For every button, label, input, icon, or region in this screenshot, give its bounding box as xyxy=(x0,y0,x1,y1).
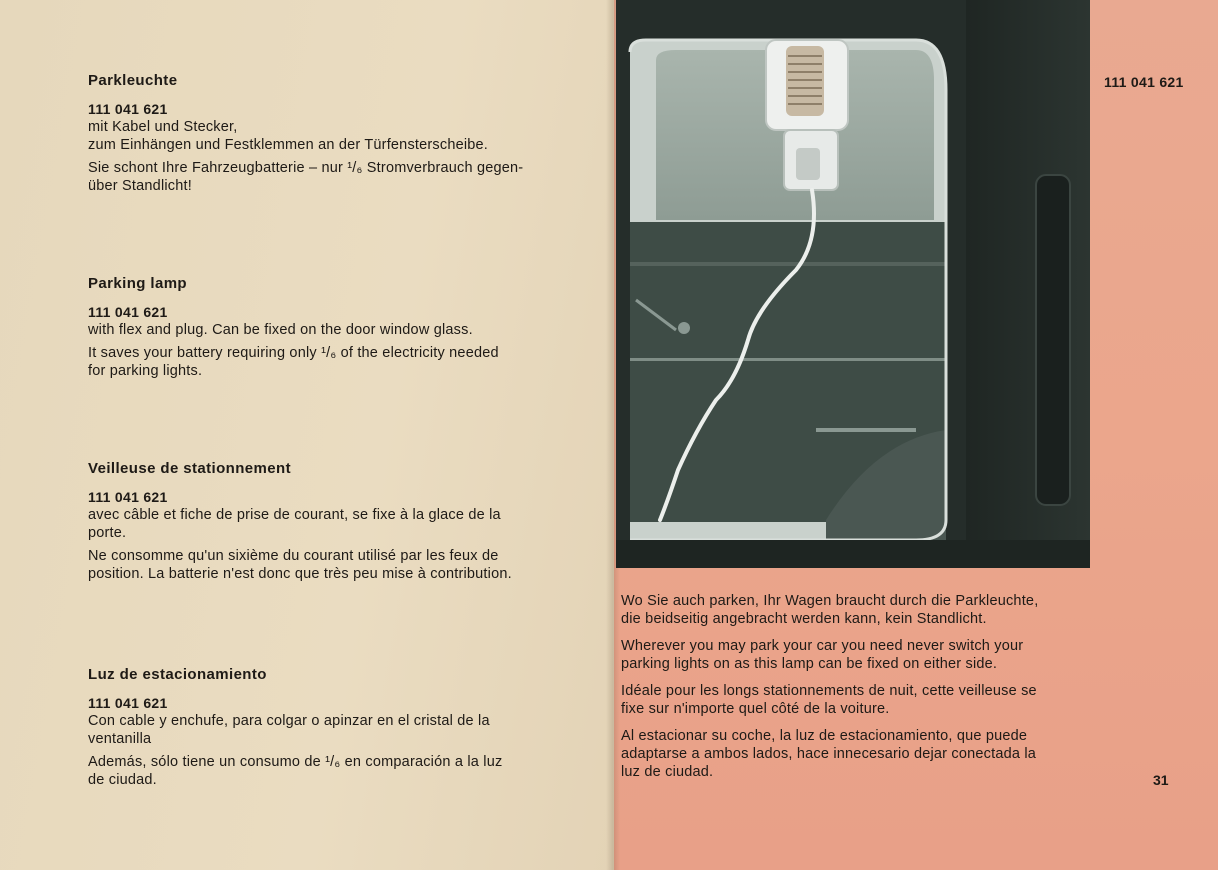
section-fr xyxy=(88,460,564,583)
caption-es: Al estacionar su coche, la luz de estacionamiento, que puede adaptarse a ambos lados, hace innecesario dejar conectada la luz de ciudad. xyxy=(621,728,1037,780)
caption-block xyxy=(621,592,1097,790)
section-heading: Veilleuse de stationnement xyxy=(88,460,291,477)
parking-lamp-photo-icon xyxy=(616,0,1090,568)
section-description: avec câble et fiche de prise de courant, se fixe à la glace de la porte. xyxy=(88,507,501,541)
section-note: Sie schont Ihre Fahrzeugbatterie – nur ¹/₆ Stromverbrauch gegen- über Standlicht! xyxy=(88,160,524,194)
part-number: 111 041 621 xyxy=(88,489,168,505)
section-de xyxy=(88,72,564,195)
caption-de: Wo Sie auch parken, Ihr Wagen braucht durch die Parkleuchte, die beidseitig angebracht werden kann, kein Standlicht. xyxy=(621,593,1039,627)
part-number: 111 041 621 xyxy=(88,101,168,117)
caption-fr: Idéale pour les longs stationnements de nuit, cette veilleuse se fixe sur n'importe quel côté de la voiture. xyxy=(621,683,1037,717)
section-heading: Parking lamp xyxy=(88,275,187,292)
section-es xyxy=(88,666,564,789)
section-note: Además, sólo tiene un consumo de ¹/₆ en comparación a la luz de ciudad. xyxy=(88,754,503,788)
section-en xyxy=(88,275,564,380)
part-number-right: 111 041 621 xyxy=(1104,74,1184,90)
part-number: 111 041 621 xyxy=(88,695,168,711)
section-note: Ne consomme qu'un sixième du courant utilisé par les feux de position. La batterie n'est donc que très peu mise à contribution. xyxy=(88,548,512,582)
caption-en: Wherever you may park your car you need never switch your parking lights on as this lamp can be fixed on either side. xyxy=(621,638,1024,672)
section-heading: Luz de estacionamiento xyxy=(88,666,267,683)
parking-lamp-photo xyxy=(616,0,1090,568)
section-note: It saves your battery requiring only ¹/₆ of the electricity needed for parking lights. xyxy=(88,345,499,379)
section-heading: Parkleuchte xyxy=(88,72,178,89)
page-number: 31 xyxy=(1153,772,1169,788)
section-description: Con cable y enchufe, para colgar o apinzar en el cristal de la ventanilla xyxy=(88,713,490,747)
section-description: with flex and plug. Can be fixed on the door window glass. xyxy=(88,322,473,338)
section-description: mit Kabel und Stecker, zum Einhängen und Festklemmen an der Türfensterscheibe. xyxy=(88,119,489,153)
part-number: 111 041 621 xyxy=(88,304,168,320)
